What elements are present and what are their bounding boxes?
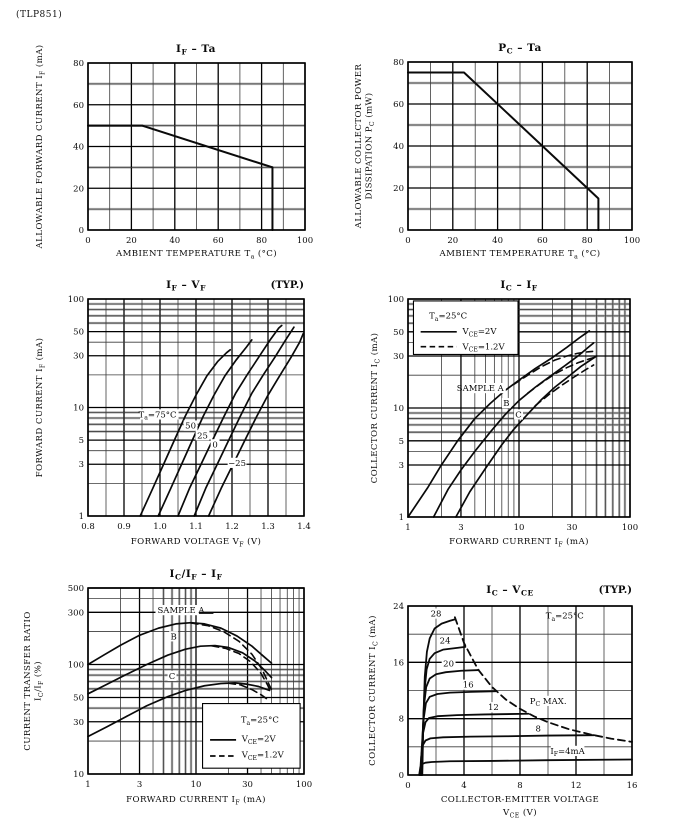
svg-text:1.2: 1.2 xyxy=(225,522,239,532)
svg-text:80: 80 xyxy=(581,236,593,246)
svg-text:1: 1 xyxy=(78,512,84,522)
series-allowable-forward-current-limit xyxy=(88,126,272,230)
chart-if-vf xyxy=(0,272,337,560)
svg-text:1.3: 1.3 xyxy=(261,522,275,532)
svg-text:60: 60 xyxy=(536,236,548,246)
series xyxy=(140,325,303,516)
svg-text:ALLOWABLE COLLECTOR POWERDISSI: ALLOWABLE COLLECTOR POWERDISSIPATION $P_C$ (mW) xyxy=(354,63,376,229)
svg-text:100: 100 xyxy=(67,660,84,671)
svg-text:300: 300 xyxy=(67,608,84,619)
svg-text:60: 60 xyxy=(393,100,404,110)
svg-text:COLLECTOR-EMITTER VOLTAGEVCE: COLLECTOR-EMITTER VOLTAGE $V_{CE}$ (V) xyxy=(440,795,600,820)
svg-text:(TYP.): (TYP.) xyxy=(598,585,632,596)
svg-text:AMBIENT TEMPERATURE Ta (°C: AMBIENT TEMPERATURE $T_a$ (°C) xyxy=(439,249,601,261)
svg-text:0: 0 xyxy=(405,781,411,791)
svg-text:28: 28 xyxy=(430,609,442,620)
svg-text:8: 8 xyxy=(517,781,523,791)
svg-text:VCE=1.2V: $V_{CE}=1.2V$ xyxy=(462,342,505,354)
svg-text:1.4: 1.4 xyxy=(297,522,311,532)
svg-text:B: B xyxy=(170,632,177,643)
svg-text:FORWARD CURRENT IF (mA): FORWARD CURRENT $I_F$ (mA) xyxy=(126,795,266,807)
svg-text:50: 50 xyxy=(73,327,84,338)
svg-text:0: 0 xyxy=(405,236,411,246)
svg-text:100: 100 xyxy=(67,295,84,305)
svg-text:25: 25 xyxy=(197,431,208,442)
svg-text:30: 30 xyxy=(73,351,84,362)
axis-titles xyxy=(34,44,277,260)
chart-title xyxy=(486,584,632,597)
svg-text:20: 20 xyxy=(393,184,404,194)
pc-ta-plot xyxy=(337,28,675,272)
svg-text:5: 5 xyxy=(398,436,404,447)
svg-text:100: 100 xyxy=(296,236,314,246)
svg-text:1.0: 1.0 xyxy=(153,522,167,532)
svg-text:10: 10 xyxy=(393,404,404,414)
svg-text:100: 100 xyxy=(295,780,313,790)
svg-text:16: 16 xyxy=(393,658,404,669)
svg-text:10: 10 xyxy=(190,780,202,790)
svg-text:IC – IF: $I_C - I_F$ xyxy=(500,279,538,293)
svg-text:10: 10 xyxy=(73,770,84,780)
svg-text:40: 40 xyxy=(73,142,84,153)
svg-text:60: 60 xyxy=(73,100,84,111)
svg-text:50: 50 xyxy=(393,327,404,338)
svg-text:100: 100 xyxy=(621,523,639,533)
svg-text:500: 500 xyxy=(67,584,84,594)
svg-text:SAMPLE A: SAMPLE A xyxy=(157,606,205,617)
svg-text:10: 10 xyxy=(513,523,525,533)
svg-text:IF=4mA: $I_F=4mA$ xyxy=(550,746,585,759)
svg-text:FORWARD CURRENT IF (mA): FORWARD CURRENT $I_F$ (mA) xyxy=(449,537,589,549)
svg-text:B: B xyxy=(503,399,510,410)
svg-text:COLLECTOR CURRENT IC (mA): COLLECTOR CURRENT $I_C$ (mA) xyxy=(368,615,380,766)
svg-text:VCE=1.2V: $V_{CE}=1.2V$ xyxy=(241,750,284,762)
svg-text:24: 24 xyxy=(439,636,451,647)
svg-text:20: 20 xyxy=(73,184,84,195)
ctr-if-plot xyxy=(0,562,337,831)
svg-text:IF – Ta: $I_F$ – Ta xyxy=(176,43,216,57)
series xyxy=(88,126,272,230)
series xyxy=(408,73,598,231)
svg-text:IC/IF – IF: $I_C/I_F - I_F$ xyxy=(169,568,223,582)
if-vf-plot xyxy=(0,272,337,560)
svg-text:30: 30 xyxy=(242,780,253,790)
svg-text:16: 16 xyxy=(462,680,474,691)
svg-text:IF – VF: $I_F - V_F$ xyxy=(166,279,206,293)
svg-text:3: 3 xyxy=(458,523,464,533)
svg-text:1: 1 xyxy=(405,523,411,533)
svg-text:50: 50 xyxy=(185,421,197,432)
svg-text:12: 12 xyxy=(487,703,499,714)
ic-vce-plot xyxy=(337,562,675,831)
svg-text:30: 30 xyxy=(393,351,404,362)
svg-text:1: 1 xyxy=(398,513,404,523)
svg-text:Ta=75°C: $T_a=75^\circ C$ xyxy=(138,410,177,422)
svg-text:FORWARD VOLTAGE VF (V): FORWARD VOLTAGE $V_F$ (V) xyxy=(130,537,262,549)
chart-pc-ta xyxy=(337,28,675,272)
chart-title xyxy=(170,568,223,581)
chart-title xyxy=(498,42,542,55)
series-sample-C-vce2v xyxy=(456,356,597,517)
svg-text:16: 16 xyxy=(626,781,638,791)
svg-text:0.9: 0.9 xyxy=(117,522,131,532)
svg-text:ALLOWABLE FORWARD CURRENT IF: ALLOWABLE FORWARD CURRENT $I_F$ (mA) xyxy=(35,44,47,249)
svg-text:100: 100 xyxy=(387,295,404,305)
svg-text:SAMPLE A: SAMPLE A xyxy=(456,384,504,395)
ic-if-plot xyxy=(337,272,675,560)
svg-text:C: C xyxy=(168,671,176,682)
grid xyxy=(408,606,632,775)
svg-text:0.8: 0.8 xyxy=(81,522,95,532)
svg-text:4: 4 xyxy=(461,781,467,791)
svg-text:COLLECTOR CURRENT IC (mA): COLLECTOR CURRENT $I_C$ (mA) xyxy=(370,332,382,484)
svg-text:40: 40 xyxy=(492,236,504,246)
svg-text:PC – Ta: $P_C$ – Ta xyxy=(498,42,542,56)
svg-text:AMBIENT TEMPERATURE Ta (°C: AMBIENT TEMPERATURE $T_a$ (°C) xyxy=(115,249,278,261)
svg-text:C: C xyxy=(515,410,522,421)
svg-text:FORWARD CURRENT IF (mA): FORWARD CURRENT $I_F$ (mA) xyxy=(35,337,47,478)
svg-text:Ta=25°C: $T_a=25^\circ C$ xyxy=(240,715,279,727)
svg-text:5: 5 xyxy=(78,436,84,447)
series-pc-max-locus xyxy=(455,617,632,742)
chart-title xyxy=(176,43,216,56)
svg-text:80: 80 xyxy=(256,236,268,246)
svg-text:0: 0 xyxy=(78,226,84,236)
svg-text:Ta=25°C: $T_a=25^\circ C$ xyxy=(545,611,584,623)
chart-ic-if xyxy=(337,272,675,560)
svg-text:Ta=25°C: $T_a=25^\circ C$ xyxy=(429,311,468,323)
svg-text:(TYP.): (TYP.) xyxy=(270,280,304,291)
svg-text:20: 20 xyxy=(447,236,459,246)
chart-title xyxy=(500,279,537,292)
svg-text:60: 60 xyxy=(212,236,224,246)
if-ta-plot xyxy=(0,28,337,272)
series-if-4mA xyxy=(419,760,632,775)
svg-text:12: 12 xyxy=(570,781,582,791)
svg-text:30: 30 xyxy=(73,717,84,728)
svg-text:40: 40 xyxy=(169,236,181,246)
svg-text:8: 8 xyxy=(398,714,404,725)
svg-text:0: 0 xyxy=(85,236,91,246)
svg-text:100: 100 xyxy=(623,236,641,246)
svg-text:PC MAX.: $P_C$ MAX. xyxy=(529,696,567,709)
svg-text:1: 1 xyxy=(85,780,91,790)
svg-text:0: 0 xyxy=(212,440,218,451)
series-allowable-power-dissipation-limit xyxy=(408,73,598,231)
chart-title xyxy=(166,279,304,292)
svg-text:50: 50 xyxy=(73,693,84,704)
svg-text:CURRENT TRANSFER RATIOIC/IF: CURRENT TRANSFER $RATIOI_C/I_F$ (%) xyxy=(23,611,45,751)
svg-text:1.1: 1.1 xyxy=(189,522,203,532)
svg-text:8: 8 xyxy=(535,724,541,735)
svg-text:80: 80 xyxy=(73,59,84,69)
series-sample-C-vce1.2v xyxy=(535,365,593,406)
svg-text:0: 0 xyxy=(398,771,404,781)
svg-text:30: 30 xyxy=(566,523,578,533)
svg-text:24: 24 xyxy=(393,602,404,612)
svg-text:IC – VCE: $I_C - V_{CE}$ xyxy=(486,584,534,598)
svg-text:3: 3 xyxy=(78,460,84,471)
svg-text:40: 40 xyxy=(393,142,404,152)
svg-text:VCE=2V: $V_{CE}=2V$ xyxy=(462,327,497,339)
tick-labels xyxy=(73,59,313,246)
chart-ctr-if xyxy=(0,562,337,831)
svg-text:−25: −25 xyxy=(228,458,247,469)
svg-text:80: 80 xyxy=(393,58,404,68)
svg-text:3: 3 xyxy=(136,780,143,790)
page-label: (TLP851) xyxy=(16,10,63,20)
chart-ic-vce xyxy=(337,562,675,831)
svg-text:VCE=2V: $V_{CE}=2V$ xyxy=(241,734,276,746)
svg-text:20: 20 xyxy=(125,236,137,246)
chart-if-ta xyxy=(0,28,337,272)
svg-text:3: 3 xyxy=(398,460,404,471)
series-if-12mA xyxy=(421,714,529,775)
svg-text:0: 0 xyxy=(398,226,404,236)
grid xyxy=(88,299,304,516)
svg-text:10: 10 xyxy=(73,403,84,414)
svg-text:20: 20 xyxy=(443,659,455,670)
